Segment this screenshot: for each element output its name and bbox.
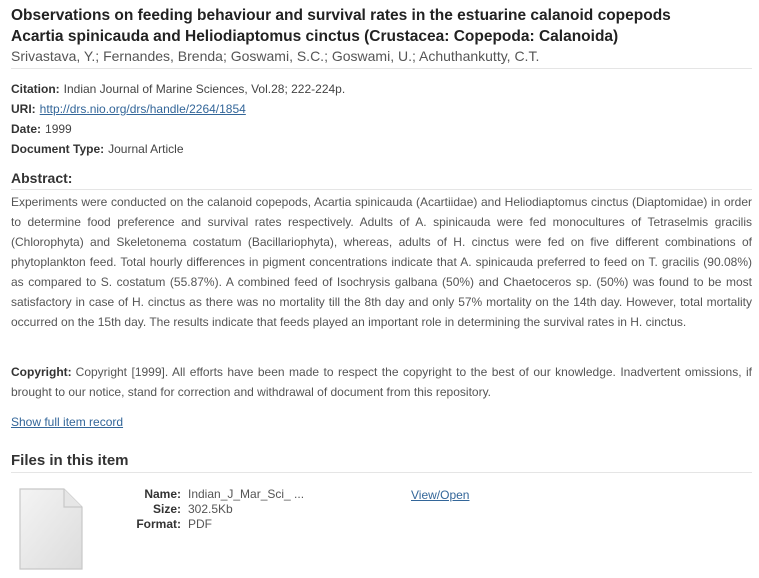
file-format-label: Format: — [136, 517, 181, 531]
citation-field — [11, 81, 345, 97]
document-type-value: Journal Article — [108, 142, 184, 156]
document-type-label: Document Type: — [11, 142, 105, 156]
file-size-row — [110, 502, 304, 517]
uri-field — [11, 101, 246, 117]
item-title-line-1: Observations on feeding behaviour and survival rates in the estuarine calanoid copepods — [11, 7, 671, 24]
file-name-value: Indian_J_Mar_Sci_ ... — [188, 487, 305, 501]
show-full-record — [11, 414, 123, 430]
copyright-text: Copyright [1999]. All efforts have been made to respect the copyright to the best of our knowledge. Inadvertent omissions, if brought to our notice, stand for correction and withdrawal of document from this repository. — [11, 365, 752, 399]
date-field — [11, 121, 72, 137]
file-format-row — [110, 517, 304, 532]
date-value: 1999 — [45, 122, 72, 136]
copyright-field — [11, 362, 752, 402]
file-name-row — [110, 487, 304, 502]
uri-link[interactable]: http://drs.nio.org/drs/handle/2264/1854 — [39, 102, 246, 116]
copyright-label: Copyright: — [11, 365, 72, 379]
file-icon[interactable] — [18, 487, 84, 571]
file-name-label: Name: — [144, 487, 181, 501]
item-title — [11, 5, 751, 47]
uri-label: URI: — [11, 102, 36, 116]
citation-value: Indian Journal of Marine Sciences, Vol.28; 222-224p. — [63, 82, 346, 96]
files-heading: Files in this item — [11, 452, 129, 469]
file-icon-graphic — [18, 487, 84, 571]
view-open-link[interactable]: View/Open — [411, 488, 470, 502]
date-label: Date: — [11, 122, 42, 136]
file-size-label: Size: — [152, 502, 181, 516]
divider — [11, 68, 752, 69]
document-type-field — [11, 141, 184, 157]
file-metadata — [110, 487, 304, 532]
file-format-value: PDF — [188, 517, 212, 531]
abstract-heading: Abstract: — [11, 170, 73, 186]
item-title-line-2: Acartia spinicauda and Heliodiaptomus cinctus (Crustacea: Copepoda: Calanoida) — [11, 28, 619, 45]
item-authors: Srivastava, Y.; Fernandes, Brenda; Goswami, S.C.; Goswami, U.; Achuthankutty, C.T. — [11, 48, 540, 64]
divider — [11, 189, 752, 190]
abstract-text: Experiments were conducted on the calanoid copepods, Acartia spinicauda (Acartiidae) and Heliodiaptomus cinctus (Diaptomidae) in order to determine food preference and survival rates respectively. Adults of A. spinicauda were fed monocultures of Tetraselmis gracilis (Chlorophyta) and Skeletonema costatum (Bacillariophyta), whereas, adults of H. cinctus were fed on five different combinations of phytoplankton feed. Total hourly differences in pigment concentrations indicate that A. spinicauda preferred to feed on T. gracilis (90.08%) as compared to S. costatum (55.87%). A combined feed of Isochrysis galbana (50%) and Chaetoceros sp. (50%) was found to be most satisfactory in case of H. cinctus as there was no mortality till the 8th day and only 57% mortality on the 14th day. However, total mortality occurred on the 15th day. The results indicate that feeds played an important role in determining the survival rates in H. cinctus. — [11, 195, 752, 329]
show-full-record-link[interactable]: Show full item record — [11, 415, 124, 429]
view-open — [411, 487, 469, 503]
citation-label: Citation: — [11, 82, 60, 96]
divider — [11, 472, 752, 473]
file-size-value: 302.5Kb — [188, 502, 233, 516]
